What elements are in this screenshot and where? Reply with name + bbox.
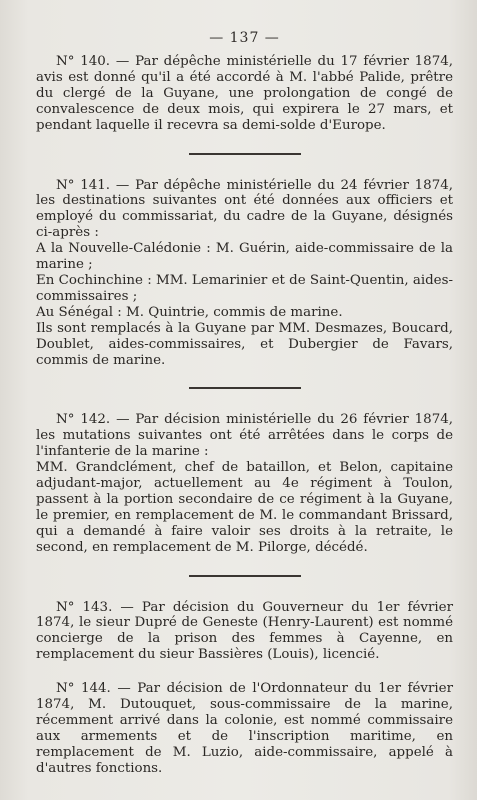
entry-141-intro: N° 141. — Par dépêche ministérielle du 24 février 1874, les destinations suivantes ont été données aux officiers et employé du commissariat, du cadre de la Guyane, désignés ci-après : (36, 177, 453, 241)
section-divider (189, 575, 301, 577)
entry-140 (36, 54, 453, 134)
entry-141-remplacements: Ils sont remplacés à la Guyane par MM. Desmazes, Boucard, Doublet, aides-commissaires, et Dubergier de Favars, commis de marine. (36, 320, 453, 368)
entry-141-senegal: Au Sénégal : M. Quintrie, commis de marine. (36, 304, 343, 320)
section-divider (189, 153, 301, 155)
section-divider (189, 387, 301, 389)
entry-141-cochinchine: En Cochinchine : MM. Lemarinier et de Saint-Quentin, aides-commissaires ; (36, 272, 453, 304)
entry-141 (36, 178, 453, 369)
entry-143 (36, 600, 453, 664)
entry-142 (36, 412, 453, 555)
page-number: — 137 — (209, 30, 280, 46)
entry-141-caledonie: A la Nouvelle-Calédonie : M. Guérin, aide-commissaire de la marine ; (36, 241, 453, 273)
entry-144-text: N° 144. — Par décision de l'Ordonnateur du 1er février 1874, M. Dutouquet, sous-commissaire de la marine, récemment arrivé dans la colonie, est nommé commissaire aux armements et de l'inscription maritime, en remplacement de M. Luzio, aide-commissaire, appelé à d'autres fonctions. (36, 681, 453, 776)
entry-142-details: MM. Grandclément, chef de bataillon, et Belon, capitaine adjudant-major, actuellement au 4e régiment à Toulon, passent à la portion secondaire de ce régiment à la Guyane, le premier, en remplacement de M. le commandant Brissard, qui a demandé à faire valoir ses droits à la retraite, le second, en remplacement de M. Pilorge, décédé. (36, 460, 453, 555)
entry-142-intro: N° 142. — Par décision ministérielle du 26 février 1874, les mutations suivantes ont été arrêtées dans le corps de l'infanterie de la marine : (36, 412, 453, 460)
entry-144 (36, 681, 453, 776)
entry-140-text: N° 140. — Par dépêche ministérielle du 17 février 1874, avis est donné qu'il a été accordé à M. l'abbé Palide, prêtre du clergé de la Guyane, une prolongation de congé de convalescence de deux mois, qui expirera le 27 mars, et pendant laquelle il recevra sa demi-solde d'Europe. (36, 54, 453, 133)
entry-143-text: N° 143. — Par décision du Gouverneur du 1er février 1874, le sieur Dupré de Geneste (Henry-Laurent) est nommé concierge de la prison des femmes à Cayenne, en remplacement du sieur Bassières (Louis), licencié. (36, 599, 453, 663)
